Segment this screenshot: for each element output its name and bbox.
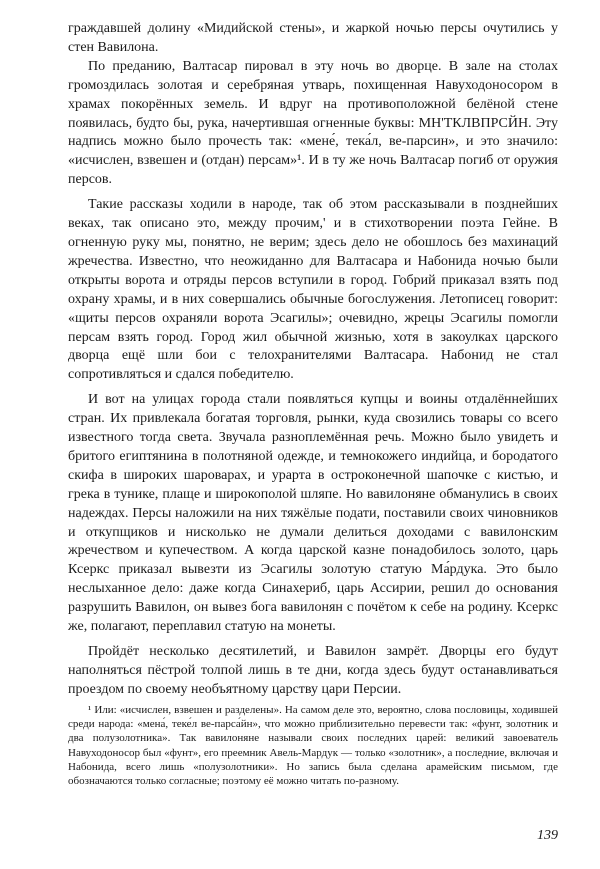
paragraph-stories: Такие рассказы ходили в народе, так об этом рассказывали в позднейших веках, так описано это, между прочим,' и в стихотворении поэта Гейне. В огненную руку мы, понятно, не верим; здесь дело не обошлось без махинаций жречества. Известно, что неожиданно для Валтасара и Набонида ночью были открыты ворота и отряды персов вступили в город. Гобрий приказал взять под охрану храмы, и в них совершались обычные богослужения. Летописец говорит: «щиты персов охраняли ворота Эсагилы»; очевидно, жрецы Эсагилы помогли персам взять город. Город жил обычной жизнью, хотя в закоулках царского дворца ещё шли бои с телохранителями Валтасара. Набонид не стал сопротивляться и сдался победителю.	[68, 197, 558, 383]
footnote	[68, 703, 558, 788]
paragraph-merchants: И вот на улицах города стали появляться купцы и воины отдалённейших стран. Их привлекала богатая торговля, рынки, куда свозились товары со всего известного тогда света. Звучала разноплемённая речь. Можно было увидеть и бритого египтянина в полотняной одежде, и темнокожего индийца, и бородатого скифа в широких шароварах, и урарта в остроконечной шапочке с кистью, и грека в тунике, плаще и широкополой шляпе. Но вавилоняне обманулись в своих надеждах. Персы наложили на них тяжёлые подати, поставили своих чиновников и откупщиков и нисколько не думали делиться доходами с вавилонским жречеством и купечеством. А когда царской казне понадобилось золото, царь Ксеркс приказал вывезти из Эсагилы золотую статую Ма́рдука. Это было неслыханное дело: даже когда Синахериб, царь Ассирии, решил до основания разрушить Вавилон, он вывез бога вавилонян с почётом к себе на родину. Ксеркс же, полагают, переплавил статую на монеты.	[68, 392, 558, 635]
paragraph-feast: По преданию, Валтасар пировал в эту ночь во дворце. В зале на столах громоздилась золотая и серебряная утварь, похищенная Навуходоносором в храмах покорённых земель. И вдруг на противоположной белёной стене появилась, будто бы, рука, начертившая огненные буквы: МН'ТКЛВПРСЙН. Эту надпись можно было прочесть так: «мене́, тека́л, ве-парсин», и это значило: «исчислен, взвешен и (отдан) персам»¹. И в ту же ночь Валтасар погиб от оружия персов.	[68, 58, 558, 188]
paragraph-decline: Пройдёт несколько десятилетий, и Вавилон замрёт. Дворцы его будут наполняться пёстрой толпой лишь в те дни, когда здесь будут останавливаться проездом по своему необъятному царству цари Персии.	[68, 644, 558, 697]
page-number: 139	[537, 828, 558, 843]
footnote-text: ¹ Или: «исчислен, взвешен и разделены». На самом деле это, вероятно, слова пословицы, ходившей среди народа: «мена́, теке́л ве-парса́йн», что можно приблизительно перевести так: «фунт, золотник и два полузолотника». Так вавилоняне называли своих последних царей: великий завоеватель Навуходоносор был «фунт», его преемник Авель-Мардук — только «золотник», а последние, включая и Набонида, всего лишь «полузолотники». Но запись была сделана арамейским письмом, где обозначаются только согласные; поэтому её можно читать по-разному.	[68, 704, 558, 788]
main-text	[68, 20, 558, 700]
paragraph-continuation: граждавшей долину «Мидийской стены», и жаркой ночью персы очутились у стен Вавилона.	[68, 21, 558, 55]
